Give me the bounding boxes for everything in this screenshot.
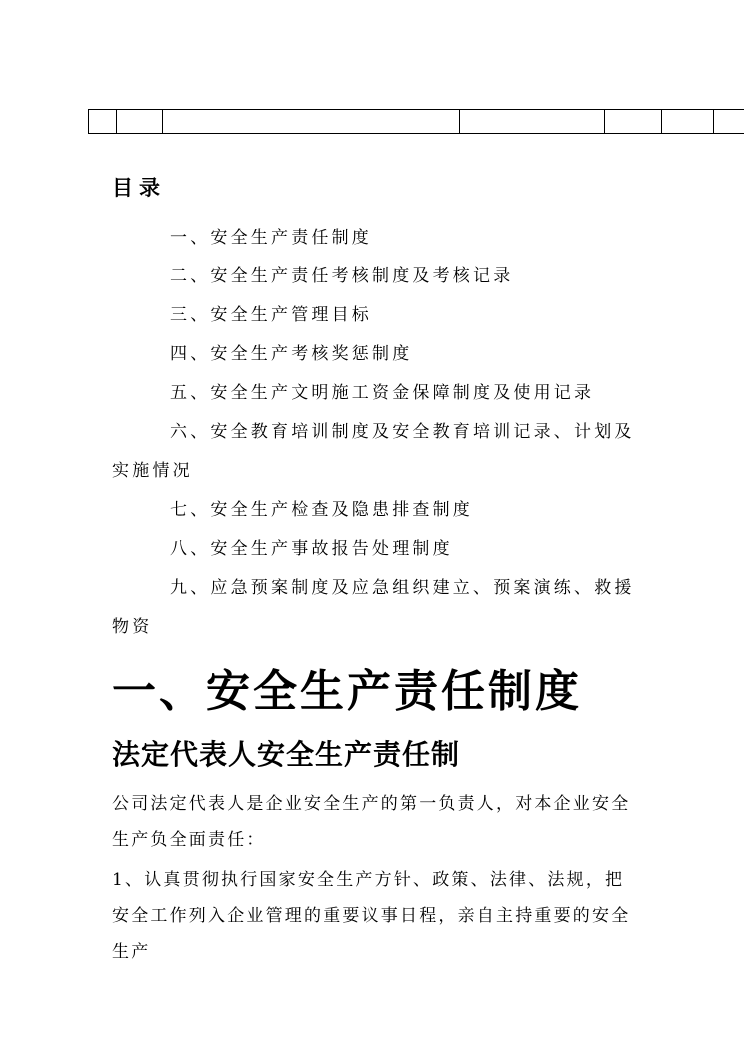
- toc-item-5: 五、安全生产文明施工资金保障制度及使用记录: [170, 383, 595, 403]
- header-cell: [460, 110, 605, 134]
- header-cell: [605, 110, 662, 134]
- section-heading: 一、安全生产责任制度: [112, 666, 582, 717]
- header-cell: [662, 110, 714, 134]
- toc-item-7: 七、安全生产检查及隐患排查制度: [170, 500, 473, 520]
- toc-item-9: 九、应急预案制度及应急组织建立、预案演练、救援物资: [112, 578, 635, 637]
- header-cell: [89, 110, 117, 134]
- header-cell: [117, 110, 163, 134]
- toc-item-4: 四、安全生产考核奖惩制度: [170, 344, 413, 364]
- toc-item-6: 六、安全教育培训制度及安全教育培训记录、计划及实施情况: [112, 422, 635, 481]
- toc-item-8: 八、安全生产事故报告处理制度: [170, 539, 453, 559]
- body-paragraph-1: 公司法定代表人是企业安全生产的第一负责人，对本企业安全生产负全面责任：: [112, 794, 631, 850]
- toc-item-2: 二、安全生产责任考核制度及考核记录: [170, 266, 514, 286]
- toc-item-3: 三、安全生产管理目标: [170, 305, 372, 325]
- body-paragraph-2: 1、认真贯彻执行国家安全生产方针、政策、法律、法规，把安全工作列入企业管理的重要议事日程，亲自主持重要的安全生产: [112, 870, 631, 962]
- header-table-row: [89, 110, 744, 134]
- header-cell: [163, 110, 460, 134]
- header-table: [88, 109, 744, 134]
- section-subheading: 法定代表人安全生产责任制: [112, 738, 461, 771]
- toc-item-1: 一、安全生产责任制度: [170, 228, 372, 248]
- header-cell: [714, 110, 744, 134]
- toc-title: 目录: [112, 175, 166, 200]
